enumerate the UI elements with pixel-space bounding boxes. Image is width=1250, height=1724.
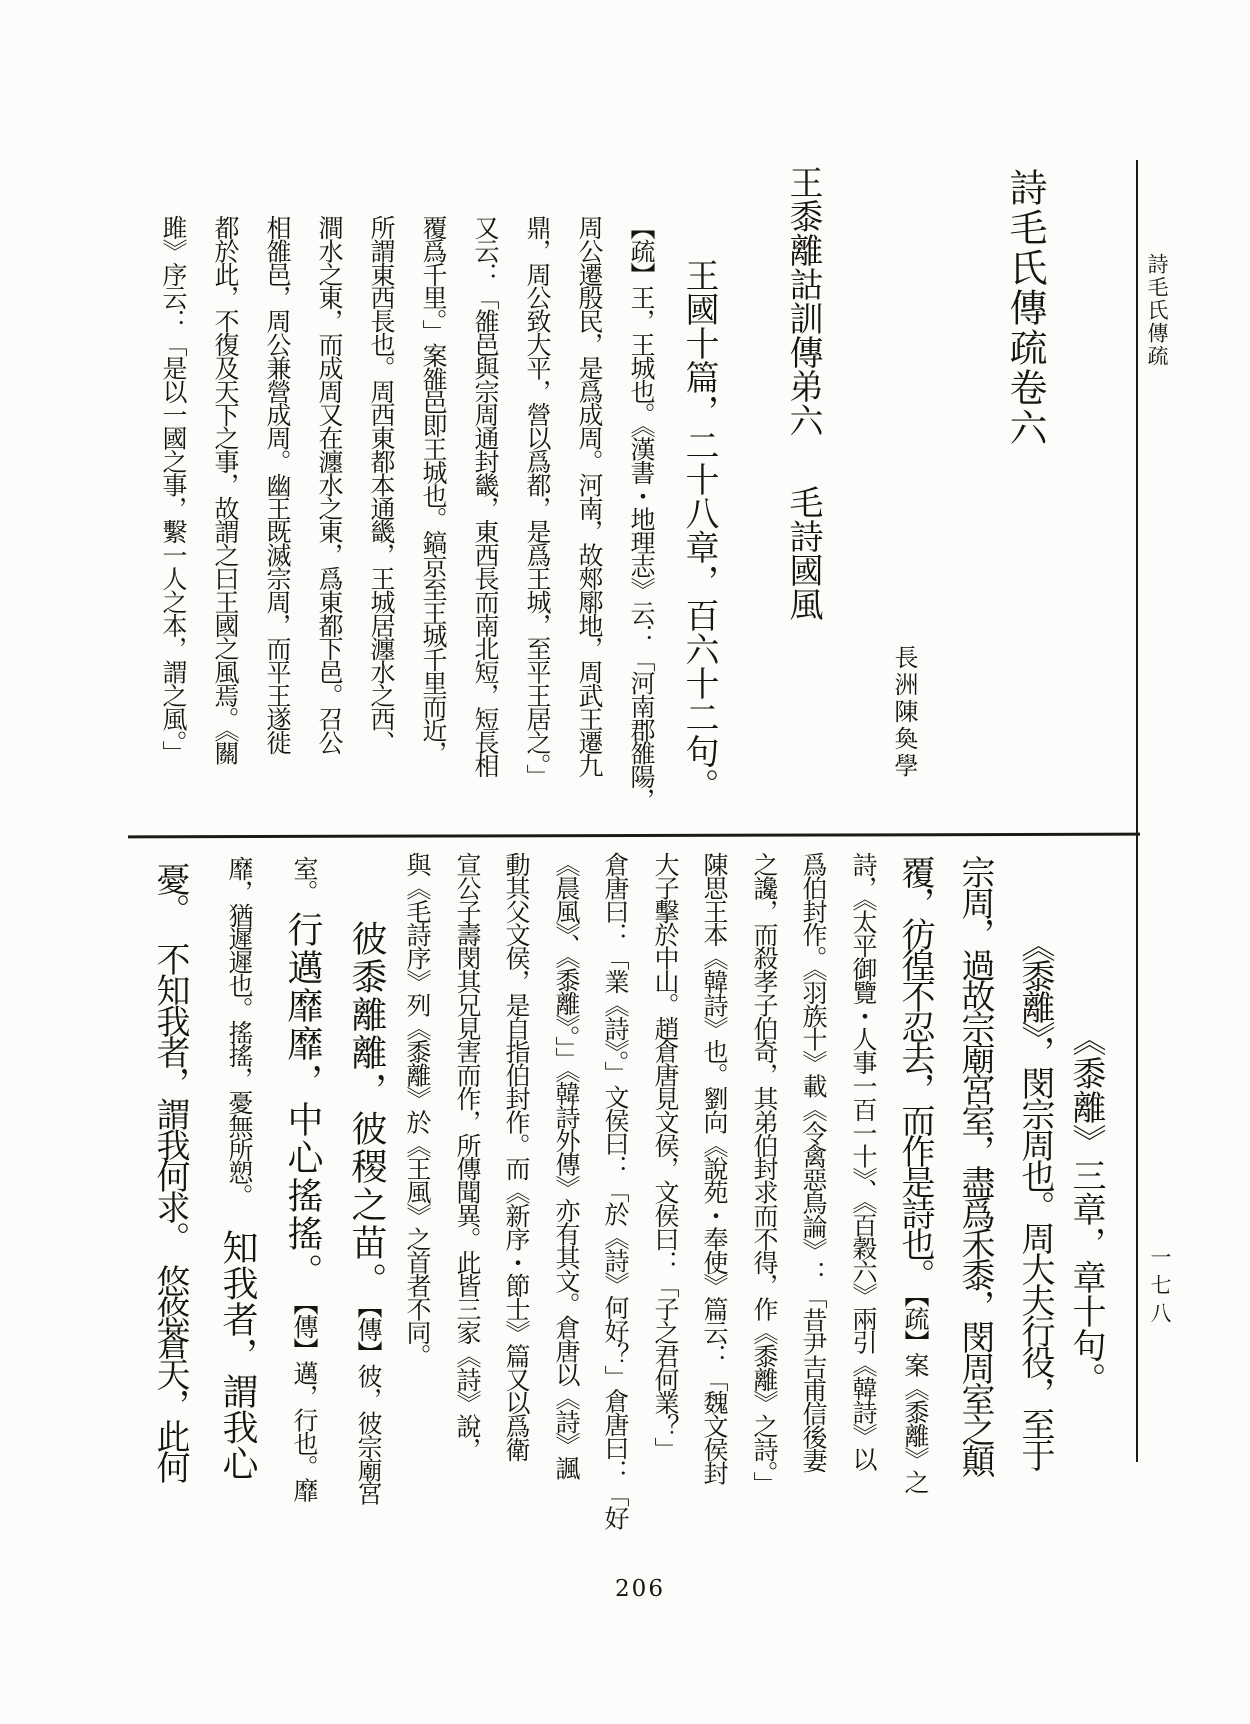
poem-column <box>285 856 321 1501</box>
upper-commentary-column: 雎》序云：「是以一國之事，繫一人之本，謂之風。」 <box>159 215 186 765</box>
zhuan-commentary: 室。 <box>290 856 317 903</box>
lower-commentary-column: 爲伯封作。《羽族十》載《令禽惡鳥論》：「昔尹吉甫信後妻 <box>799 852 826 1472</box>
preface-text: 覆，彷徨不忍去，而作是詩也。 <box>896 855 933 1289</box>
attribution-column: 長洲陳奐學 <box>890 645 916 780</box>
folio-number: 一七八 <box>1148 1246 1172 1330</box>
section-heading-main: 王黍離詁訓傳弟六 <box>784 165 821 437</box>
poem-column <box>220 856 256 1481</box>
upper-commentary-column: 相雒邑，周公兼營成周。幽王既滅宗周，而平王遂徙 <box>263 215 290 754</box>
poem-column <box>349 920 385 1504</box>
upper-commentary-column: 所謂東西長也。周西東都本通畿，王城居瀍水之西、 <box>367 215 394 754</box>
lower-commentary-column: 動其父文侯，是自指伯封作。而《新序・節士》篇又以爲衛 <box>502 852 529 1461</box>
poem-verse: 憂。 <box>151 862 188 924</box>
lower-commentary-column: 詩，《太平御覽・人事一百一十》、《百穀六》兩引《韓詩》以 <box>849 852 876 1470</box>
poem-column <box>152 862 186 1481</box>
upper-commentary-column: 覆爲千里。」案雒邑即王城也。鎬京至王城千里而近， <box>419 215 446 765</box>
upper-commentary-column: 又云：「雒邑與宗周通封畿，東西長而南北短，短長相 <box>471 215 498 777</box>
margin-rule <box>1136 160 1138 1462</box>
preface-column: 宗周，過故宗廟宮室，盡爲禾黍，閔周室之顛 <box>956 855 993 1475</box>
poem-verse: 悠悠蒼天，此何 <box>151 1264 188 1481</box>
count-line-column: 王國十篇，二十八章，百六十二句。 <box>680 258 717 802</box>
lower-commentary-column: 之讒，而殺孝子伯奇，其弟伯封求而不得，作《黍離》之詩。」 <box>750 852 777 1495</box>
lower-commentary-column: 陳思王本《韓詩》也。劉向《說苑・奉使》篇云：「魏文侯封 <box>700 852 727 1484</box>
preface-column: 《黍離》，閔宗周也。周大夫行役，至于 <box>1016 928 1053 1469</box>
lower-commentary-column: 大子擊於中山。趙倉唐見文侯，文侯曰：「子之君何業？」 <box>651 852 678 1461</box>
page-number: 206 <box>615 1576 665 1602</box>
upper-commentary-column: 澗水之東，而成周又在瀍水之東，爲東都下邑。召公 <box>315 215 342 754</box>
upper-commentary-column: 都於此，不復及天下之事，故謂之曰王國之風焉。《關 <box>211 215 238 765</box>
lower-commentary-column: 倉唐曰：「業《詩》。」文侯曰：「於《詩》何好？」倉唐曰：「好 <box>601 852 628 1530</box>
zhuan-commentary: 【傳】彼，彼宗廟宮 <box>354 1306 381 1505</box>
half-folio-divider <box>128 833 1140 839</box>
lower-commentary-column: 《晨風》、《黍離》。」」《韓詩外傳》亦有其文。倉唐以《詩》諷 <box>552 852 579 1480</box>
upper-commentary-column: 鼎，周公致大平，營以爲都，是爲王城，至平王居之。」 <box>523 215 550 788</box>
poem-verse: 知我者，謂我心 <box>218 1229 258 1482</box>
poem-verse: 行邁靡靡，中心搖搖。 <box>283 910 323 1291</box>
poem-verse: 彼黍離離，彼稷之苗。 <box>347 920 387 1300</box>
lower-commentary-column: 與《毛詩序》列《黍離》於《王風》之首者不同。 <box>403 852 430 1367</box>
chapter-count-column: 《黍離》三章，章十句。 <box>1067 1022 1104 1396</box>
volume-title-column: 詩毛氏傳疏卷六 <box>1003 168 1045 448</box>
preface-column <box>897 855 931 1493</box>
zhuan-commentary: 【傳】邁，行也。靡 <box>290 1302 317 1501</box>
upper-commentary-column: 周公遷殷民，是爲成周。河南，故郟鄏地，周武王遷九 <box>575 215 602 777</box>
poem-verse: 不知我者，謂我何求。 <box>151 942 188 1252</box>
section-heading-column <box>785 165 819 621</box>
running-title: 詩毛氏傳疏 <box>1145 253 1169 368</box>
lower-commentary-column: 宣公子壽閔其兄見害而作，所傳聞異。此皆三家《詩》說， <box>453 852 480 1461</box>
section-heading-sub: 毛詩國風 <box>784 485 821 621</box>
zhuan-commentary: 靡，猶遲遲也。搖搖，憂無所愬。 <box>225 856 252 1208</box>
upper-commentary-column: 【疏】王，王城也。《漢書・地理志》云：「河南郡雒陽， <box>627 215 654 811</box>
shu-marker-text: 【疏】案《黍離》之 <box>901 1295 928 1494</box>
